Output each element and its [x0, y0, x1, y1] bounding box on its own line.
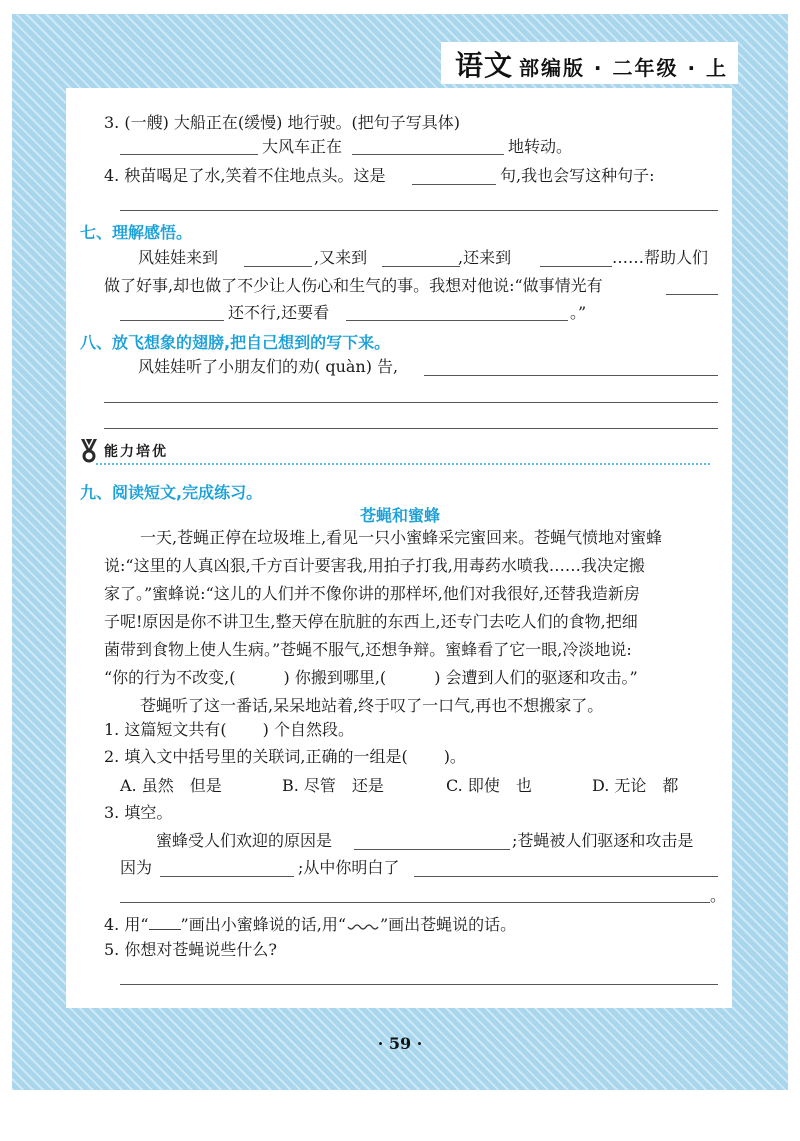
question-text: ) 个自然段。 [262, 720, 354, 739]
section-8-heading: 八、放飞想象的翅膀,把自己想到的写下来。 [80, 333, 391, 352]
passage-text: “你的行为不改变,( [104, 668, 236, 687]
passage-line: 一天,苍蝇正停在垃圾堆上,看见一只小蜜蜂采完蜜回来。苍蝇气愤地对蜜蜂 [140, 528, 663, 547]
question-1 [104, 720, 354, 740]
option-a[interactable]: A. 虽然 但是 [120, 776, 222, 795]
question-text: 1. 这篇短文共有( [104, 720, 227, 739]
answer-line[interactable] [244, 266, 312, 267]
edition-label: 部编版 · 二年级 · 上 [518, 56, 728, 80]
question-4-prompt: 4. 秧苗喝足了水,笑着不住地点头。这是 [104, 166, 386, 185]
q3-text: ;从中你明白了 [298, 858, 400, 877]
q3-text: 因为 [120, 858, 153, 877]
passage-line: 说:“这里的人真凶狠,千方百计要害我,用拍子打我,用毒药水喷我……我决定搬 [104, 556, 645, 575]
question-3-mid: 大风车正在 [262, 137, 343, 156]
question-3-end: 地转动。 [508, 137, 573, 156]
passage-line: 家了。”蜜蜂说:“这儿的人们并不像你讲的那样坏,他们对我很好,还替我造新房 [104, 584, 640, 603]
answer-line[interactable] [120, 984, 718, 985]
answer-line[interactable] [424, 375, 718, 376]
question-2 [104, 747, 466, 767]
passage-line: 子呢!原因是你不讲卫生,整天停在肮脏的东西上,还专门去吃人们的食物,把细 [104, 612, 638, 631]
section-9-heading: 九、阅读短文,完成练习。 [80, 483, 263, 502]
q3-text: 蜜蜂受人们欢迎的原因是 [156, 831, 333, 850]
question-text: ”画出小蜜蜂说的话,用“ [180, 915, 346, 934]
answer-line[interactable] [120, 210, 718, 211]
wavy-line-sample [346, 922, 380, 932]
sec7-text: ,又来到 [314, 248, 368, 267]
answer-line[interactable] [104, 402, 718, 403]
underline-sample [149, 912, 181, 930]
passage-line [104, 664, 638, 692]
sec7-text: ,还来到 [458, 248, 512, 267]
question-text: ”画出苍蝇说的话。 [380, 915, 517, 934]
badge-label: 能力培优 [104, 444, 168, 460]
subject-title: 语文 [454, 49, 513, 82]
question-5: 5. 你想对苍蝇说些什么? [104, 940, 277, 959]
sec7-text: 还不行,还要看 [228, 303, 330, 322]
answer-line[interactable] [120, 154, 258, 155]
passage-line: 菌带到食物上使人生病。”苍蝇不服气,还想争辩。蜜蜂看了它一眼,冷淡地说: [104, 640, 632, 659]
sec8-prompt: 风娃娃听了小朋友们的劝( quàn) 告, [138, 357, 399, 376]
answer-line[interactable] [414, 876, 718, 877]
answer-line[interactable] [160, 876, 294, 877]
sec7-text: ……帮助人们 [612, 248, 709, 267]
dotted-divider [96, 463, 710, 465]
sec7-text: 风娃娃来到 [138, 248, 219, 267]
option-d[interactable]: D. 无论 都 [592, 776, 679, 795]
page-number: · 59 · [377, 1034, 423, 1053]
sec7-text: 做了好事,却也做了不少让人伤心和生气的事。我想对他说:“做事情光有 [104, 276, 603, 295]
answer-line[interactable] [666, 294, 718, 295]
question-3-prompt: 3. (一艘) 大船正在(缓慢) 地行驶。(把句子写具体) [104, 113, 460, 132]
answer-line[interactable] [120, 902, 710, 903]
medal-icon [78, 438, 100, 464]
question-text: 2. 填入文中括号里的关联词,正确的一组是( [104, 747, 408, 766]
answer-line[interactable] [412, 184, 496, 185]
question-4-tail: 句,我也会写这种句子: [500, 166, 655, 185]
option-b[interactable]: B. 尽管 还是 [282, 776, 384, 795]
question-4 [104, 912, 516, 935]
question-text: 4. 用“ [104, 915, 149, 934]
ability-badge [78, 438, 168, 464]
answer-line[interactable] [354, 849, 510, 850]
passage-title: 苍蝇和蜜蜂 [359, 506, 440, 525]
answer-line[interactable] [382, 266, 460, 267]
passage-text: ) 会遭到人们的驱逐和攻击。” [434, 668, 638, 687]
answer-line[interactable] [104, 428, 718, 429]
q3-text: 。 [710, 886, 727, 905]
q3-text: ;苍蝇被人们驱逐和攻击是 [512, 831, 694, 850]
question-3: 3. 填空。 [104, 803, 173, 822]
answer-line[interactable] [346, 320, 568, 321]
answer-line[interactable] [540, 266, 612, 267]
book-header [441, 42, 738, 84]
option-c[interactable]: C. 即使 也 [446, 776, 532, 795]
sec7-text: 。” [570, 303, 587, 322]
question-text: )。 [443, 747, 466, 766]
answer-line[interactable] [120, 320, 224, 321]
section-7-heading: 七、理解感悟。 [80, 223, 193, 242]
passage-line: 苍蝇听了这一番话,呆呆地站着,终于叹了一口气,再也不想搬家了。 [140, 696, 604, 715]
answer-line[interactable] [352, 154, 504, 155]
passage-text: ) 你搬到哪里,( [283, 668, 387, 687]
